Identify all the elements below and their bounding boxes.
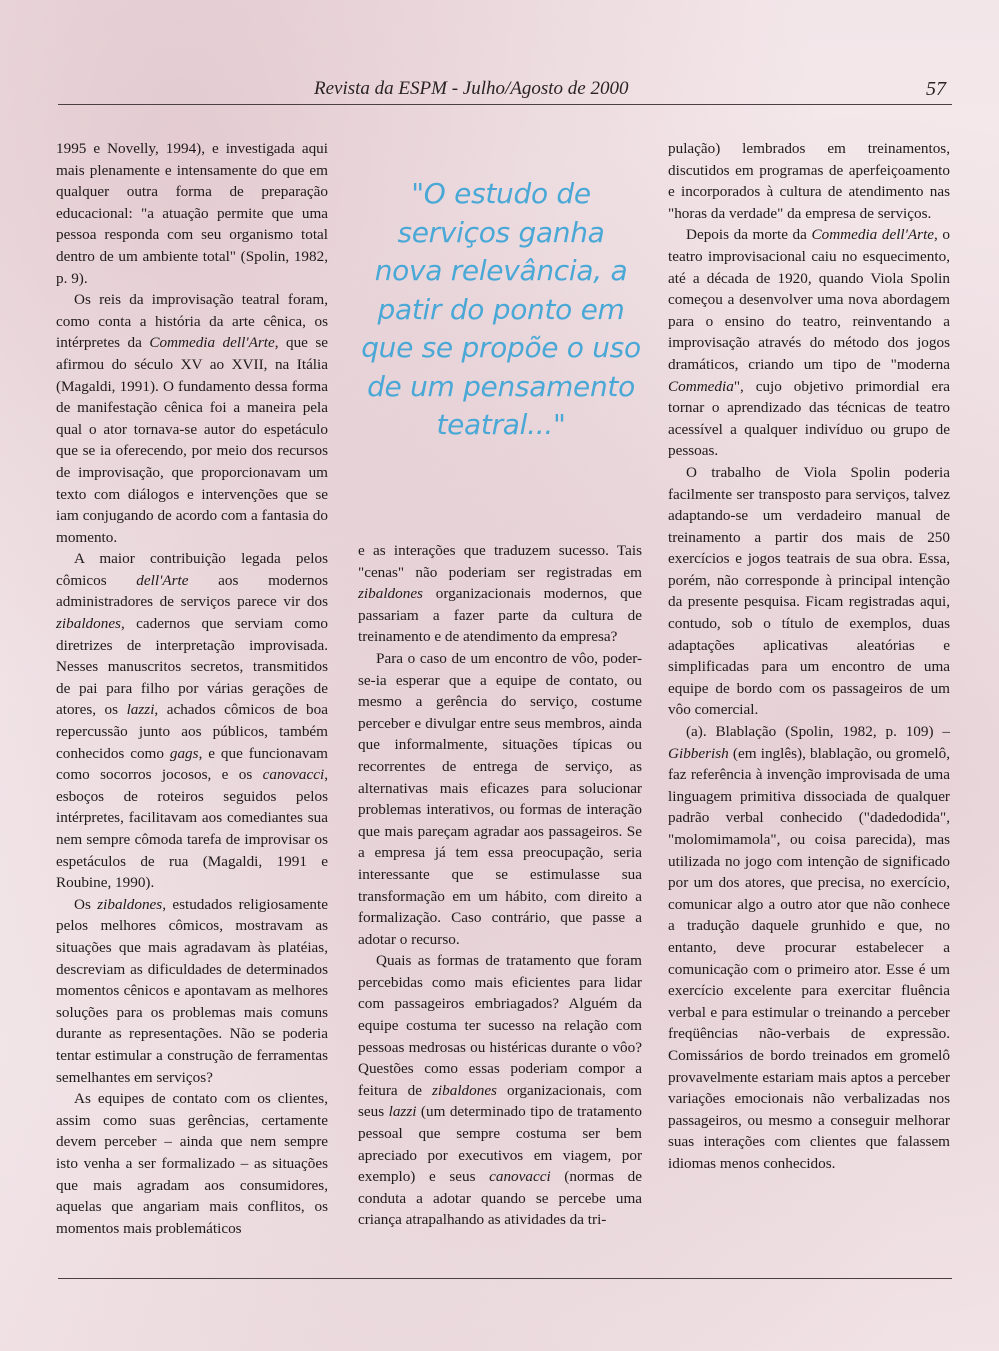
paragraph: (a). Blablação (Spolin, 1982, p. 109) – Gibberish (em inglês), blablação, ou gromelô, faz referência à invenção improvisada de uma linguagem primitiva dissociada de qualquer padrão verbal conhecido ("dadedodida", "molomimamola", ou coisa parecida), mas utilizada no jogo com intenção de significado por um dos atores, que precisa, no exercício, comunicar algo a outro ator que não conhece a tradução daquele grunhido e que, no entanto, deve procurar estabelecer a comunicação com o primeiro ator. Esse é um exercício excelente para exercitar fluência verbal e para estimular o treinando a perceber freqüências não-verbais de expressão. Comissários de bordo treinados em gromelô provavelmente estariam mais aptos a perceber variações emocionais não verbalizadas nos passageiros, ou mesmo a conseguir melhorar suas interações com clientes que falassem idiomas menos conhecidos. xyxy=(668,723,950,1172)
paragraph: Os reis da improvisação teatral foram, como conta a história da arte cênica, os intérpretes da Commedia dell'Arte, que se afirmou do século XV ao XVII, na Itália (Magaldi, 1991). O fundamento dessa forma de manifestação cênica foi a maneira pela qual o ator tornava-se autor do espetáculo que se ia oferecendo, por meio dos recursos de improvisação, que proporcionavam um texto com diálogos e intervenções que se iam conjugando de acordo com a fantasia do momento. xyxy=(56,291,328,546)
paragraph: Os zibaldones, estudados religiosamente pelos melhores cômicos, mostravam as situações que mais agradavam às platéias, descreviam as dificuldades de determinados momentos cênicos e apontavam as melhores soluções para os problemas mais comuns durante as representações. Não se poderia tentar estimular a construção de ferramentas semelhantes em serviços? xyxy=(56,895,328,1086)
column-1 xyxy=(56,138,328,1239)
running-head: Revista da ESPM - Julho/Agosto de 2000 xyxy=(314,78,629,99)
column-3 xyxy=(668,138,950,1175)
paragraph: 1995 e Novelly, 1994), e investigada aqui mais plenamente e intensamente do que em qualquer outra forma de preparação educacional: "a atuação permite que uma pessoa responda com seu organismo total dentro de um ambiente total" (Spolin, 1982, p. 9). xyxy=(56,140,328,287)
pull-quote: "O estudo de serviços ganha nova relevância, a patir do ponto em que se propõe o uso de um pensamento teatral..." xyxy=(361,177,641,441)
page-number: 57 xyxy=(926,78,946,100)
footer-rule xyxy=(58,1278,952,1279)
paragraph: Para o caso de um encontro de vôo, poder-se-ia esperar que a equipe de contato, ou mesmo a gerência do serviço, costume perceber e divulgar entre seus membros, ainda que informalmente, situações típicas ou recorrentes de entrega de serviço, as alternativas mais eficazes para solucionar problemas interativos, ou formas de interação que mais pareçam agradar aos passageiros. Se a empresa já tem essa preocupação, seria interessante que se estimulasse sua transformação em um hábito, com direito a formalização. Caso contrário, que passe a adotar o recurso. xyxy=(358,649,642,948)
paragraph: A maior contribuição legada pelos cômicos dell'Arte aos modernos administradores de serviços parece vir dos zibaldones, cadernos que serviam como diretrizes de interpretação improvisada. Nesses manuscritos secretos, transmitidos de pai para filho por várias gerações de atores, os lazzi, achados cômicos de boa repercussão junto aos públicos, também conhecidos como gags, e que funcionavam como socorros jocosos, e os canovacci, esboços de roteiros seguidos pelos intérpretes, facilitavam aos comediantes sua nem sempre cômoda tarefa de improvisar os espetáculos de rua (Magaldi, 1991 e Roubine, 1990). xyxy=(56,550,328,892)
paragraph: pulação) lembrados em treinamentos, discutidos em programas de aperfeiçoamento e incorporados à cultura de atendimento nas "horas da verdade" da empresa de serviços. xyxy=(668,140,950,222)
page-header xyxy=(58,78,950,106)
paragraph: e as interações que traduzem sucesso. Tais "cenas" não poderiam ser registradas em zibaldones organizacionais modernos, que passariam a fazer parte da cultura de treinamento e de atendimento da empresa? xyxy=(358,542,642,646)
paragraph: Depois da morte da Commedia dell'Arte, o teatro improvisacional caiu no esquecimento, até a década de 1920, quando Viola Spolin começou a desenvolver uma nova abordagem para o ensino do teatro, reinventando a improvisação através do método dos jogos dramáticos, criando um tipo de "moderna Commedia", cujo objetivo primordial era tornar o aprendizado das técnicas de teatro acessível a qualquer indivíduo ou grupo de pessoas. xyxy=(668,226,951,460)
paragraph: Quais as formas de tratamento que foram percebidas como mais eficientes para lidar com passageiros embriagados? Alguém da equipe costuma ter sucesso na relação com pessoas medrosas ou histéricas durante o vôo? Questões como essas poderiam compor a feitura de zibaldones organizacionais, com seus lazzi (um determinado tipo de tratamento pessoal que sempre costuma ser bem apreciado por executivos em viagem, por exemplo) e seus canovacci (normas de conduta a adotar quando se percebe uma criança atrapalhando as atividades da tri- xyxy=(358,952,643,1229)
column-2 xyxy=(358,540,642,1231)
paragraph: As equipes de contato com os clientes, assim como suas gerências, certamente devem perceber – ainda que nem sempre isto venha a ser formalizado – as situações que mais agradam aos consumidores, aquelas que angariam mais conflitos, os momentos mais problemáticos xyxy=(56,1090,328,1237)
header-rule xyxy=(58,104,952,105)
paragraph: O trabalho de Viola Spolin poderia facilmente ser transposto para serviços, talvez adaptando-se um verdadeiro manual de treinamento a partir dos mais de 250 exercícios e jogos teatrais de sua obra. Essa, porém, não corresponde à principal intenção da presente pesquisa. Ficam registradas aqui, contudo, sob o título de exemplos, duas adaptações aplicativas aleatórias e simplificadas para um encontro de uma equipe de bordo com os passageiros de um vôo comercial. xyxy=(668,463,950,719)
